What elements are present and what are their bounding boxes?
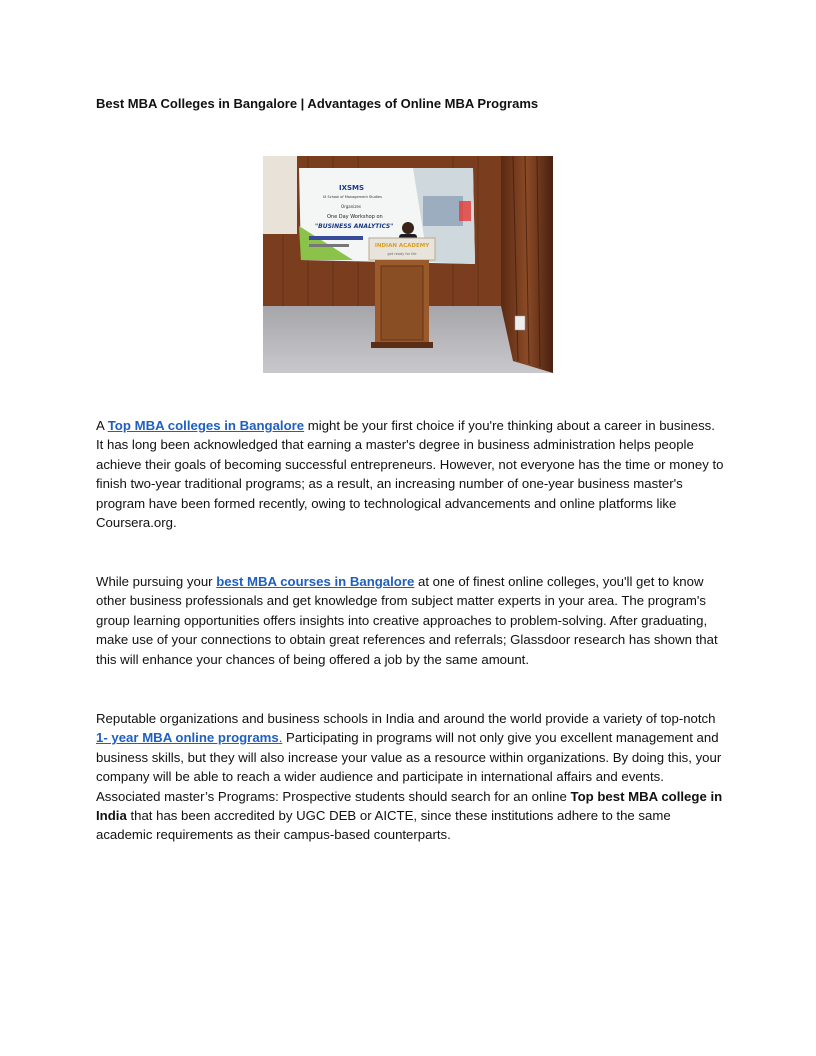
banner-topic: "BUSINESS ANALYTICS" bbox=[315, 223, 394, 230]
paragraph-3-bold-phrase: Top best MBA college in India bbox=[96, 788, 723, 824]
podium-brand: INDIAN ACADEMY bbox=[374, 243, 430, 249]
podium-tagline: get ready for life bbox=[387, 252, 417, 256]
banner-org: IX School of Management Studies bbox=[323, 195, 382, 199]
paragraph-1-body: might be your first choice if you're thinking about a career in business. It has long been acknowledged that earning a master's degree in business administration helps people achieve their goals of becoming successful entrepreneurs. However, not everyone has the time or money to finish two-year traditional programs; as a result, an increasing number of one-year business master's program have been formed recently, owing to technological advancements and online platforms like Coursera.org. bbox=[96, 418, 724, 531]
paragraph-3-intro: Reputable organizations and business schools in India and around the world provide a variety of top-notch bbox=[96, 711, 716, 726]
link-best-mba-courses-bangalore[interactable]: best MBA courses in Bangalore bbox=[216, 574, 415, 589]
paragraph-2 bbox=[96, 572, 724, 669]
paragraph-3 bbox=[96, 709, 724, 845]
banner-event: One Day Workshop on bbox=[327, 214, 383, 220]
paragraph-3-body: Participating in programs will not only give you excellent management and business skills, but they will also increase your value as a resource within organizations. By doing this, your company will be able to reach a wider audience and participate in international affairs and events. Associated master’s Programs: Prospective students should search for an online bbox=[96, 730, 722, 804]
page-title: Best MBA Colleges in Bangalore | Advantages of Online MBA Programs bbox=[96, 96, 539, 111]
event-photo bbox=[263, 156, 553, 373]
paragraph-3-ending: that has been accredited by UGC DEB or AICTE, since these institutions adhere to the same academic requirements as their campus-based counterparts. bbox=[96, 808, 671, 843]
paragraph-2-intro: While pursuing your bbox=[96, 574, 217, 589]
paragraph-2-body: at one of finest online colleges, you'll get to know other business professionals and get knowledge from subject matter experts in your area. The program's group learning opportunities offers insights into creative approaches to problem-solving. After graduating, make use of your connections to obtain great references and referrals; Glassdoor research has shown that this will enhance your chances of being offered a job by the same amount. bbox=[96, 574, 718, 667]
link-1-year-mba-online-programs[interactable]: 1- year MBA online programs bbox=[96, 730, 279, 746]
banner-organizes: Organizes bbox=[341, 204, 362, 209]
paragraph-1 bbox=[96, 416, 724, 532]
link-1-year-mba-period[interactable]: . bbox=[278, 730, 283, 746]
banner-logo: IXSMS bbox=[339, 184, 365, 192]
paragraph-1-intro: A bbox=[96, 418, 108, 433]
link-top-mba-colleges-bangalore[interactable]: Top MBA colleges in Bangalore bbox=[107, 418, 305, 433]
